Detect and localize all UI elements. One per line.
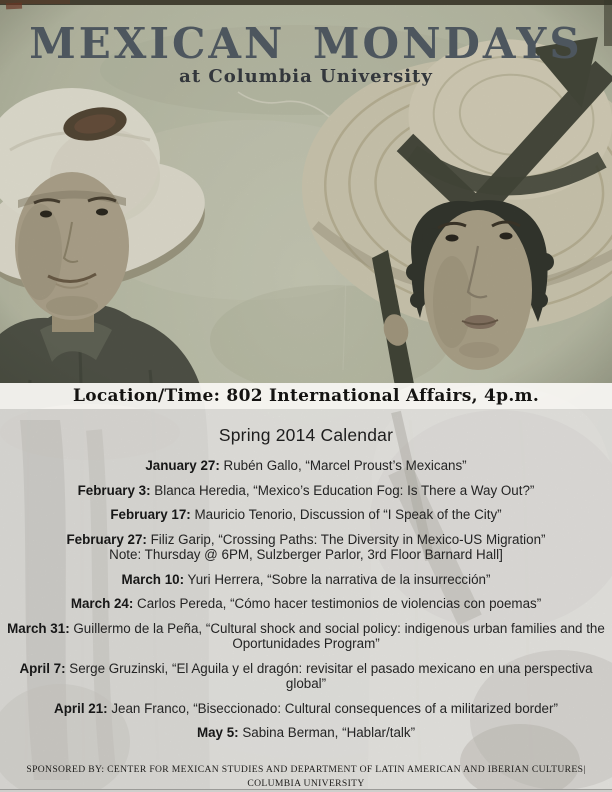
location-banner — [0, 383, 612, 409]
event-date: March 31: — [7, 620, 70, 636]
event-description: Blanca Heredia, “Mexico’s Education Fog: Is There a Way Out?” — [150, 482, 535, 498]
event-list — [6, 458, 606, 741]
event-date: April 7: — [19, 660, 66, 676]
event-description: Serge Gruzinski, “El Aguila y el dragón: revisitar el pasado mexicano en una perspectiva global” — [65, 660, 593, 691]
event-description: Yuri Herrera, “Sobre la narrativa de la insurrección” — [184, 571, 491, 587]
event-date: March 10: — [121, 571, 185, 587]
event-item — [6, 572, 606, 588]
poster-subtitle: at Columbia University — [179, 66, 433, 87]
event-item — [6, 701, 606, 717]
calendar-section — [6, 424, 606, 750]
event-item — [6, 483, 606, 499]
event-description: Guillermo de la Peña, “Cultural shock and social policy: indigenous urban families and the Oportunidades Program” — [69, 620, 605, 651]
event-date: February 17: — [110, 507, 191, 522]
sponsor-footer: SPONSORED BY: CENTER FOR MEXICAN STUDIES AND DEPARTMENT OF LATIN AMERICAN AND IBERIAN CULTURES| COLUMBIA UNIVERSITY — [26, 764, 586, 789]
event-date: March 24: — [70, 596, 134, 611]
location-banner-text: Location/Time: 802 International Affairs, 4p.m. — [72, 386, 540, 406]
event-item — [6, 661, 606, 692]
event-date: April 21: — [54, 700, 108, 716]
event-description: Filiz Garip, “Crossing Paths: The Diversity in Mexico-US Migration” — [146, 531, 546, 547]
event-description: Carlos Pereda, “Cómo hacer testimonios de violencias con poemas” — [133, 596, 542, 611]
event-item — [6, 621, 606, 652]
event-item — [6, 458, 606, 474]
event-description: Rubén Gallo, “Marcel Proust’s Mexicans” — [219, 458, 467, 473]
event-item — [6, 596, 606, 612]
event-description: Sabina Berman, “Hablar/talk” — [238, 725, 416, 740]
event-date: January 27: — [145, 458, 220, 473]
event-description: Jean Franco, “Biseccionado: Cultural consequences of a militarized border” — [107, 700, 558, 716]
event-date: February 27: — [66, 531, 147, 547]
event-date: May 5: — [196, 725, 239, 740]
poster-header — [0, 21, 612, 87]
event-item — [6, 532, 606, 563]
event-item — [6, 507, 606, 523]
event-item — [6, 725, 606, 741]
calendar-heading: Spring 2014 Calendar — [218, 425, 394, 445]
event-description: Mauricio Tenorio, Discussion of “I Speak of the City” — [190, 507, 502, 522]
event-date: February 3: — [77, 482, 151, 498]
poster-title: MEXICAN MONDAYS — [29, 19, 583, 68]
event-note: Note: Thursday @ 6PM, Sulzberger Parlor, 3rd Floor Barnard Hall] — [109, 547, 503, 562]
